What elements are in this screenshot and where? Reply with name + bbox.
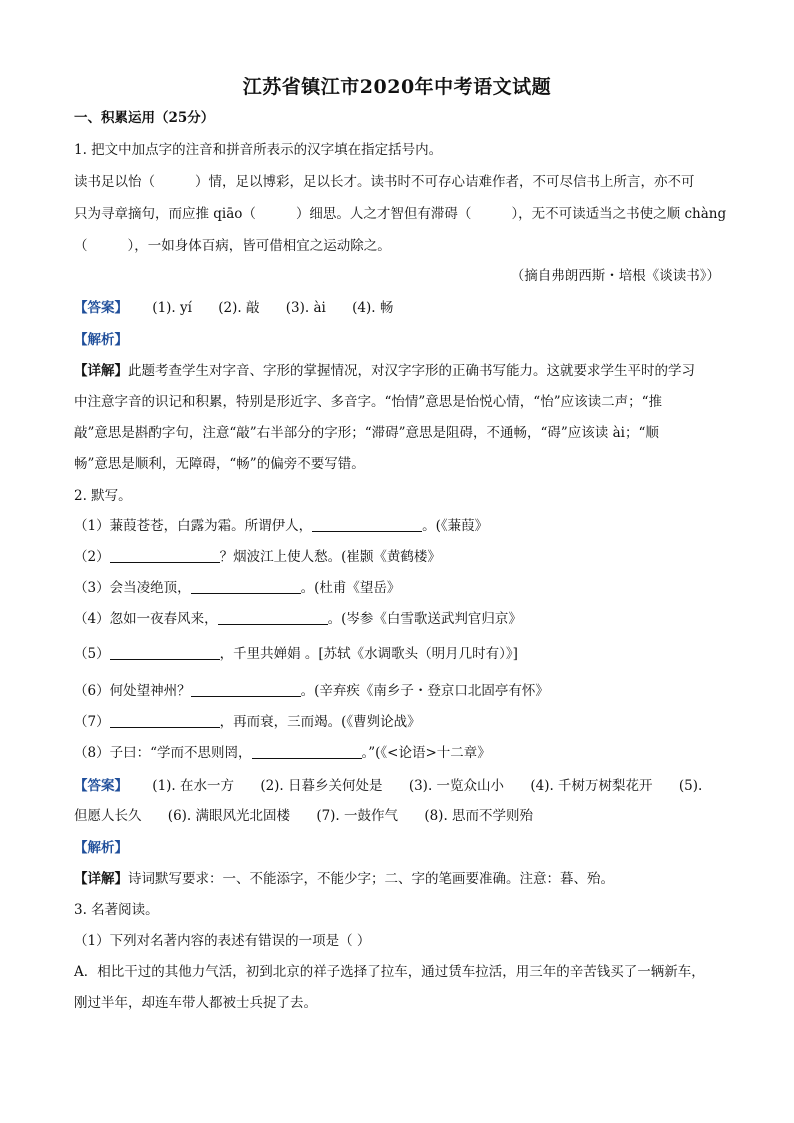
q2-item-7: （7） ，再而衰，三而竭。(《曹刿论战》 [74,714,421,730]
q3-stem: 3. 名著阅读。 [74,902,159,918]
analysis-label: 【解析】 [74,332,128,348]
q1-detail-line-3: 敲”意思是斟酌字句，注意“敲”右半部分的字形；“滞碍”意思是阻碍，不通畅，“碍”应该读 ài；“顺 [74,425,659,441]
q2-item-3: （3）会当凌绝顶， 。(杜甫《望岳》 [74,580,401,596]
q2-item-1: （1）蒹葭苍苍，白露为霜。所谓伊人， 。(《蒹葭》 [74,518,489,534]
q2-answer-line-1: 【答案】 (1). 在水一方 (2). 日暮乡关何处是 (3). 一览众山小 (4). 千树万树梨花开 (5). [74,778,703,794]
q2-item-5: （5） ，千里共婵娟 。[苏轼《水调歌头（明月几时有）》] [74,646,518,662]
q1-passage-line-2: 只为寻章摘句，而应推 qiāo（ ）细思。人之才智但有滞碍（ ），无不可读适当之书使之顺 chàng [74,206,727,222]
q2-answer-line-2: 但愿人长久 (6). 满眼风光北固楼 (7). 一鼓作气 (8). 思而不学则殆 [74,808,534,824]
q3-option-a-line-1: A．相比干过的其他力气活，初到北京的祥子选择了拉车，通过赁车拉活，用三年的辛苦钱买了一辆新车， [74,964,705,980]
answer-label: 【答案】 [74,778,128,794]
q3-option-a-line-2: 刚过半年，却连车带人都被士兵捉了去。 [74,995,317,1011]
q1-detail-line-1: 【详解】此题考查学生对字音、字形的掌握情况，对汉字字形的正确书写能力。这就要求学生平时的学习 [74,363,695,379]
analysis-label: 【解析】 [74,840,128,856]
q1-stem: 1. 把文中加点字的注音和拼音所表示的汉字填在指定括号内。 [74,142,443,158]
page-title: 江苏省镇江市2020年中考语文试题 [242,76,552,98]
q2-stem: 2. 默写。 [74,488,132,504]
q2-item-2: （2） ？烟波江上使人愁。(崔颢《黄鹤楼》 [74,549,441,565]
q2-item-6: （6）何处望神州？ 。(辛弃疾《南乡子・登京口北固亭有怀》 [74,683,549,699]
answer-label: 【答案】 [74,300,128,316]
q2-item-4: （4）忽如一夜春风来， 。(岑参《白雪歌送武判官归京》 [74,611,522,627]
q2-item-8: （8）子曰：“学而不思则罔， 。”(《<论语>十二章》 [74,745,491,761]
q3-sub-question-1: （1）下列对名著内容的表述有错误的一项是（ ） [74,933,371,949]
q2-detail: 【详解】诗词默写要求：一、不能添字，不能少字；二、字的笔画要准确。注意：暮、殆。 [74,871,614,887]
q1-detail-line-4: 畅”意思是顺利，无障碍，“畅”的偏旁不要写错。 [74,456,365,472]
q1-answer: 【答案】 (1). yí (2). 敲 (3). ài (4). 畅 [74,300,394,316]
q1-detail-line-2: 中注意字音的识记和积累，特别是形近字、多音字。“怡情”意思是怡悦心情，“怡”应该读二声；“推 [74,394,663,410]
q1-passage-line-1: 读书足以怡（ ）情，足以博彩，足以长才。读书时不可存心诘难作者，不可尽信书上所言，亦不可 [74,174,695,190]
section-heading: 一、积累运用（25分） [74,110,215,126]
q1-source: （摘自弗朗西斯・培根《谈读书》） [510,268,720,284]
q1-passage-line-3: （ ），一如身体百病，皆可借相宜之运动除之。 [74,238,391,254]
